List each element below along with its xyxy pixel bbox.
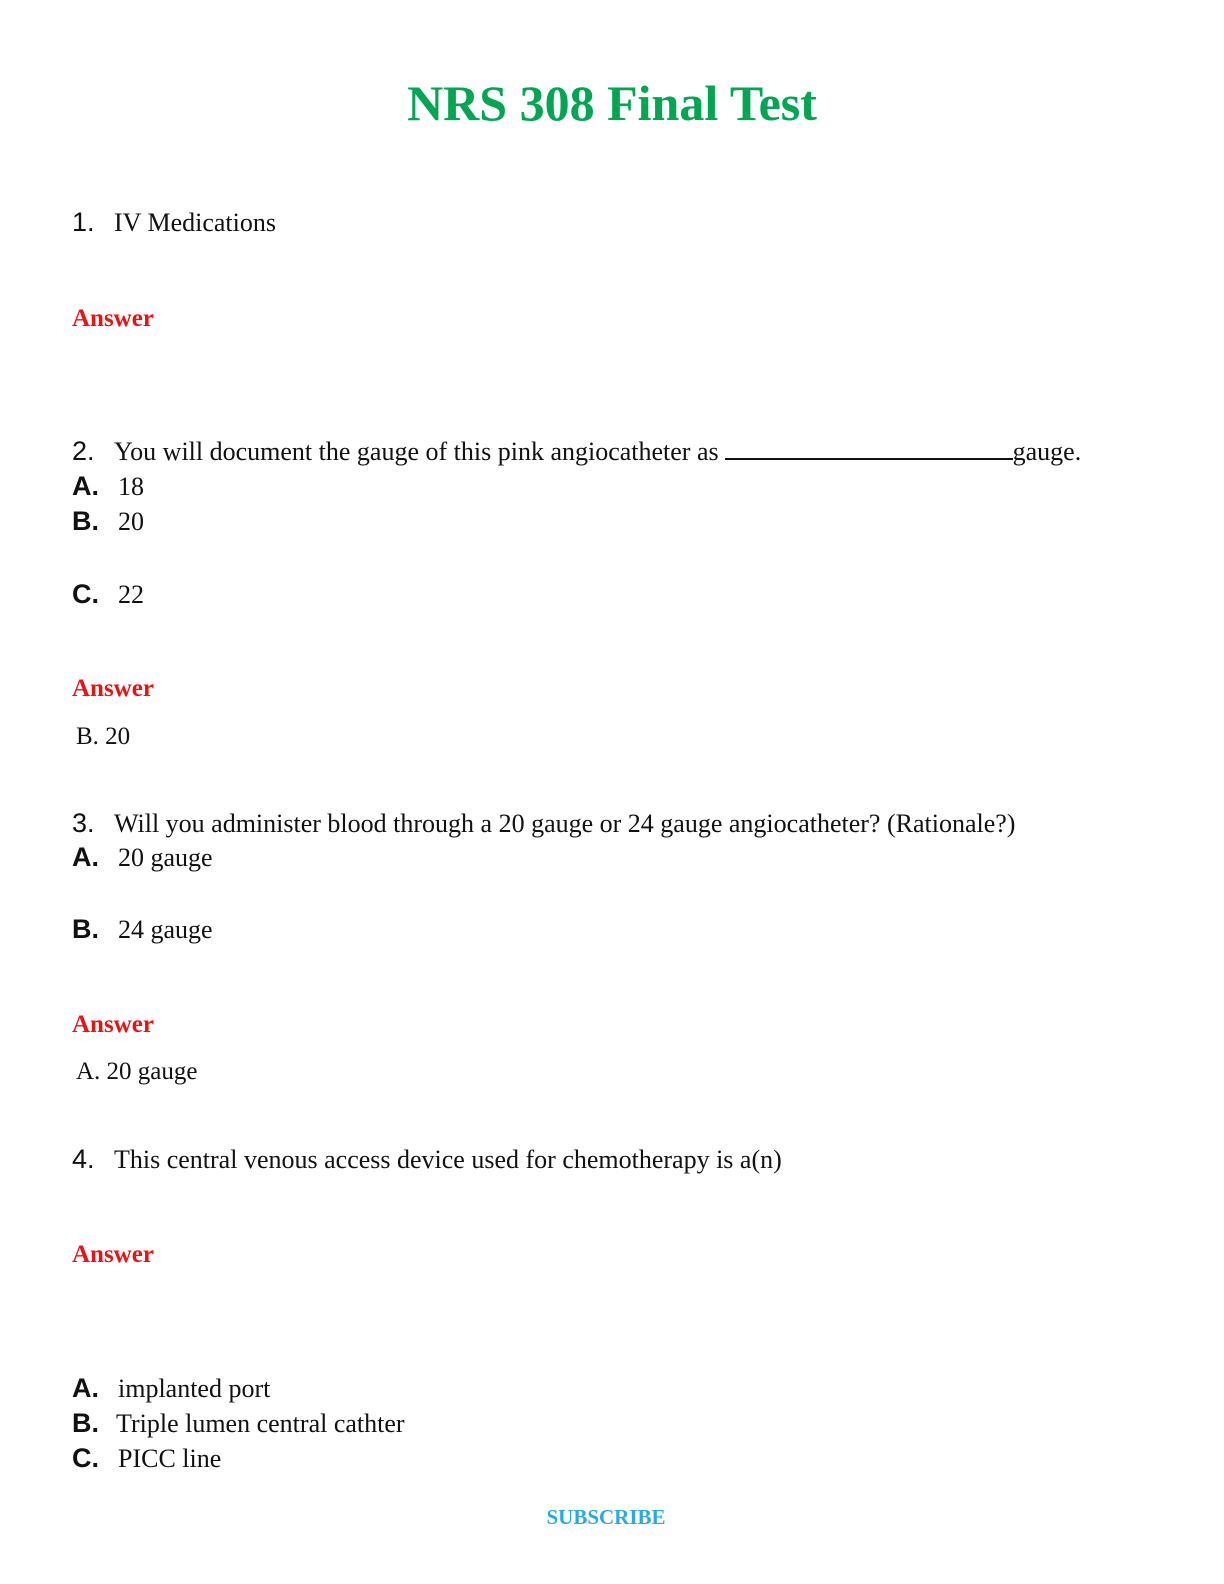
question-number: 3.: [72, 808, 95, 838]
answer-label: Answer: [72, 1241, 154, 1268]
option-a: [72, 1371, 270, 1406]
question-1: [72, 205, 276, 240]
answer-value: A. 20 gauge: [76, 1058, 198, 1085]
question-text: Will you administer blood through a 20 gauge or 24 gauge angiocatheter? (Rationale?): [114, 809, 1016, 838]
option-a: [72, 469, 144, 504]
question-number: 2.: [72, 436, 95, 466]
option-letter: A.: [72, 842, 99, 872]
question-2: [72, 434, 1081, 469]
question-text: IV Medications: [114, 208, 276, 237]
answer-value: B. 20: [76, 723, 131, 750]
answer-label: Answer: [72, 1011, 154, 1038]
question-text: You will document the gauge of this pink angiocatheter as: [114, 437, 719, 466]
option-text: implanted port: [118, 1374, 271, 1403]
option-letter: C.: [72, 579, 99, 609]
answer-label: Answer: [72, 675, 154, 702]
option-letter: B.: [72, 914, 99, 944]
option-b: [72, 504, 144, 539]
question-text-suffix: gauge.: [1012, 437, 1082, 466]
option-letter: A.: [72, 1373, 99, 1403]
option-letter: B.: [72, 506, 99, 536]
option-letter: C.: [72, 1443, 99, 1473]
page-title: NRS 308 Final Test: [407, 75, 817, 131]
option-a: [72, 840, 213, 875]
option-text: 18: [118, 472, 144, 501]
option-text: 24 gauge: [118, 915, 213, 944]
fill-in-blank: [725, 436, 1013, 460]
question-3: [72, 806, 1015, 841]
question-text: This central venous access device used for chemotherapy is a(n): [114, 1145, 782, 1174]
option-b: [72, 1406, 405, 1441]
subscribe-link[interactable]: SUBSCRIBE: [546, 1505, 666, 1529]
question-4: [72, 1142, 782, 1177]
option-c: [72, 577, 144, 612]
option-letter: B.: [72, 1408, 99, 1438]
question-number: 4.: [72, 1144, 95, 1174]
option-text: 20 gauge: [118, 843, 213, 872]
option-text: Triple lumen central cathter: [116, 1409, 405, 1438]
option-text: PICC line: [118, 1444, 222, 1473]
option-text: 20: [118, 507, 144, 536]
option-letter: A.: [72, 471, 99, 501]
answer-label: Answer: [72, 305, 154, 332]
question-number: 1.: [72, 207, 95, 237]
option-c: [72, 1441, 221, 1476]
option-text: 22: [118, 580, 144, 609]
option-b: [72, 912, 213, 947]
